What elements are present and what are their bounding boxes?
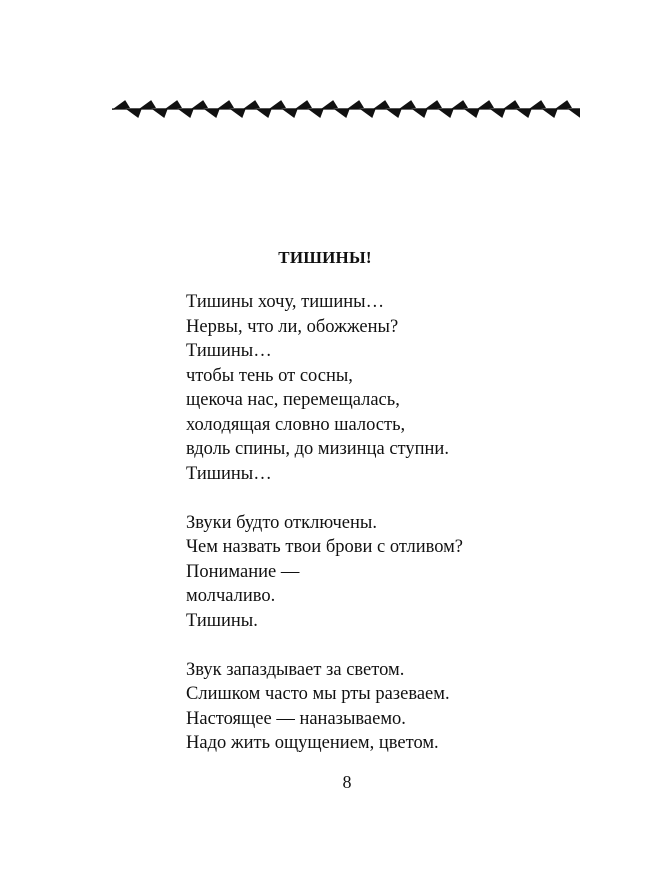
poem-line: вдоль спины, до мизинца ступни. bbox=[186, 439, 449, 459]
ornament-triangle-up bbox=[400, 101, 415, 109]
ornament-triangle-up bbox=[374, 101, 389, 109]
ornament-triangle-down bbox=[439, 109, 453, 117]
ornament-triangle-up bbox=[166, 101, 181, 109]
ornament-triangle-down bbox=[231, 109, 245, 117]
stanza bbox=[186, 511, 463, 634]
ornament-triangle-down bbox=[205, 109, 219, 117]
poem-line: Тишины. bbox=[186, 610, 258, 631]
ornament-triangle-up bbox=[504, 101, 519, 109]
ornament-triangle-down bbox=[309, 109, 323, 117]
stanza bbox=[186, 290, 463, 486]
poem-line: молчаливо. bbox=[186, 586, 276, 606]
ornament-triangle-down bbox=[517, 109, 531, 117]
ornament-triangle-up bbox=[270, 101, 285, 109]
ornament-triangle-down bbox=[361, 109, 375, 117]
ornament-triangle-up bbox=[426, 101, 441, 109]
ornament-triangle-up bbox=[140, 101, 155, 109]
ornament-triangle-up bbox=[114, 101, 129, 109]
ornament-triangle-up bbox=[348, 101, 363, 109]
ornament-triangle-up bbox=[192, 101, 207, 109]
ornament-triangle-up bbox=[530, 101, 545, 109]
ornament-triangle-down bbox=[543, 109, 557, 117]
ornament-triangle-down bbox=[465, 109, 479, 117]
ornament-triangle-down bbox=[413, 109, 427, 117]
ornament-triangle-down bbox=[153, 109, 167, 117]
poem-line: щекоча нас, перемещалась, bbox=[186, 390, 400, 410]
poem-title: ТИШИНЫ! bbox=[278, 248, 372, 267]
ornament-triangle-down bbox=[257, 109, 271, 117]
ornament-triangle-down bbox=[179, 109, 193, 117]
poem-line: Чем назвать твои брови с отливом? bbox=[186, 537, 464, 557]
poem-body bbox=[186, 290, 463, 756]
poem-line: Тишины… bbox=[186, 463, 272, 484]
poem-line: Понимание — bbox=[186, 561, 300, 582]
ornament-triangle-down bbox=[335, 109, 349, 117]
ornament-triangle-up bbox=[556, 101, 571, 109]
ornament-triangle-up bbox=[218, 101, 233, 109]
poem-line: Тишины… bbox=[186, 341, 272, 361]
poem-line: Настоящее — наназываемо. bbox=[186, 708, 406, 729]
ornament-triangle-down bbox=[283, 109, 297, 117]
ornament-triangle-down bbox=[387, 109, 401, 117]
poem-line: Нервы, что ли, обожжены? bbox=[186, 316, 399, 337]
ornament-triangle-up bbox=[452, 101, 467, 109]
ornament-triangle-down bbox=[127, 109, 141, 117]
ornament-triangle-up bbox=[478, 101, 493, 109]
zigzag-ornament-icon bbox=[112, 100, 580, 118]
ornament-triangle-up bbox=[322, 101, 337, 109]
ornament-triangle-down bbox=[491, 109, 505, 117]
page-number: 8 bbox=[342, 772, 352, 792]
poem-line: холодящая словно шалость, bbox=[186, 414, 406, 435]
ornament-triangle-up bbox=[244, 101, 259, 109]
ornament-triangle-down bbox=[569, 109, 580, 117]
ornament-triangle-up bbox=[296, 101, 311, 109]
poem-line: Звук запаздывает за светом. bbox=[186, 659, 405, 680]
poem-line: Тишины хочу, тишины… bbox=[186, 292, 385, 312]
poem-line: Слишком часто мы рты разеваем. bbox=[186, 684, 450, 704]
stanza bbox=[186, 658, 463, 756]
poem-line: чтобы тень от сосны, bbox=[186, 365, 353, 386]
poem-line: Звуки будто отключены. bbox=[186, 512, 377, 533]
poem-line: Надо жить ощущением, цветом. bbox=[186, 733, 439, 753]
